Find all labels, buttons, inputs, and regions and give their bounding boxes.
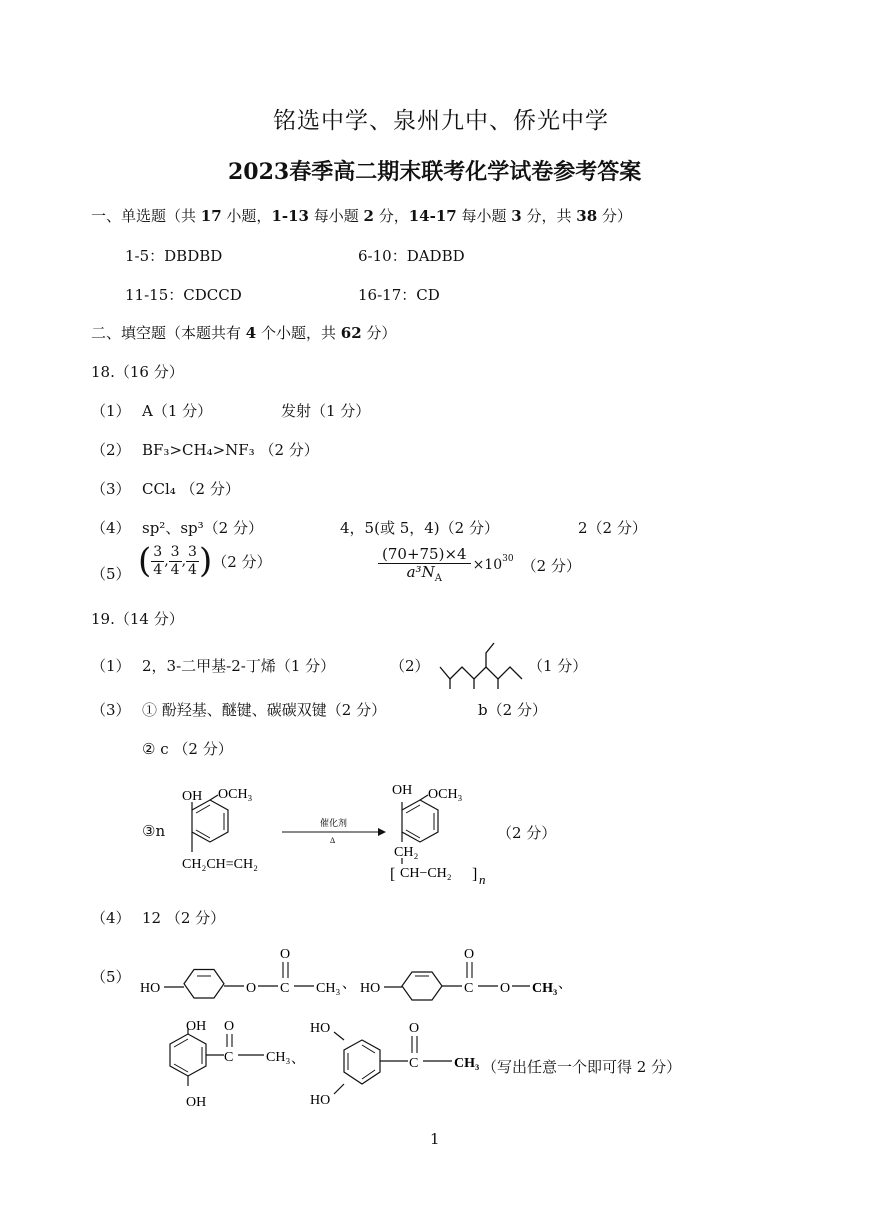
s2-h-total: 62 xyxy=(340,324,362,342)
s1-h-p1: 2 xyxy=(363,207,374,225)
density-den-main: a³N xyxy=(406,563,435,582)
s1-h-g: 分） xyxy=(597,207,632,225)
q19-p3-a: ① 酚羟基、醚键、碳碳双键（2 分） xyxy=(142,701,387,719)
frac-y-den: 4 xyxy=(170,561,180,578)
q18-p3-a: CCl₄ （2 分） xyxy=(142,480,240,498)
q18-p2-a: BF₃>CH₄>NF₃ （2 分） xyxy=(142,441,319,459)
q18-p3-num: （3） xyxy=(91,480,131,498)
iso1-ring xyxy=(184,970,224,999)
answers-1-5: 1-5：DBDBD xyxy=(125,247,223,265)
iso2-c: C xyxy=(464,981,474,996)
s2-h-a: 二、填空题（本题共有 xyxy=(91,324,246,342)
isomer-1 xyxy=(140,942,360,1002)
isomer-4 xyxy=(310,1010,500,1115)
monomer-och3: OCH₃ xyxy=(218,787,253,802)
q18-p4-c: 2（2 分） xyxy=(578,519,647,537)
iso2-o-carbonyl: O xyxy=(464,947,475,962)
density-frac xyxy=(378,546,471,585)
monomer-ring-inner-3 xyxy=(196,830,210,838)
polymer-och3-bond xyxy=(420,795,428,800)
paren-right: ) xyxy=(198,541,213,581)
q18-p5-num: （5） xyxy=(91,565,131,583)
q19-p5-num: （5） xyxy=(91,968,131,986)
skeletal-main-chain xyxy=(440,667,522,679)
iso4-ho-top: HO xyxy=(310,1021,331,1036)
iso3-oh-top: OH xyxy=(186,1019,207,1034)
iso4-c: C xyxy=(409,1056,419,1071)
paren-left: ( xyxy=(138,541,152,581)
q19-p3-b: b（2 分） xyxy=(478,701,547,719)
density-exp: 30 xyxy=(502,554,514,565)
iso3-ring-inner-3 xyxy=(174,1064,188,1072)
polymer-bracket-left: [ xyxy=(390,866,396,883)
s1-h-a: 一、单选题（共 xyxy=(91,207,201,225)
monomer-allyl: CH₂CH=CH₂ xyxy=(182,857,259,872)
iso4-ho-bottom: HO xyxy=(310,1093,331,1108)
isomer-2 xyxy=(360,942,580,1002)
s1-h-d: 分， xyxy=(373,207,409,225)
monomer-ring xyxy=(192,800,228,842)
iso3-ring xyxy=(170,1034,206,1076)
iso1-ch3: CH₃ xyxy=(316,981,341,996)
iso4-ho-top-bond xyxy=(334,1032,344,1040)
iso3-c: C xyxy=(224,1050,234,1065)
density-mult: ×10 xyxy=(472,557,503,574)
answers-16-17: 16-17：CD xyxy=(358,286,440,304)
q18-p1-a: A（1 分） xyxy=(142,402,213,420)
polymer-ring-inner-3 xyxy=(406,830,420,838)
s1-h-p2: 3 xyxy=(511,207,522,225)
s2-h-b: 个小题，共 xyxy=(256,324,341,342)
section1-heading xyxy=(91,205,632,226)
isomer-3 xyxy=(140,1010,310,1115)
page-number: 1 xyxy=(430,1130,440,1148)
q18-p4-num: （4） xyxy=(91,519,131,537)
q19-p2-num: （2） xyxy=(390,657,430,675)
iso2-o-ester: O xyxy=(500,981,511,996)
density-den-sub: A xyxy=(434,573,442,585)
frac-x-den: 4 xyxy=(153,561,163,578)
title-rest: 春季高二期末联考化学试卷参考答案 xyxy=(289,159,642,185)
iso1-o-ether: O xyxy=(246,981,257,996)
iso1-c: C xyxy=(280,981,290,996)
s1-h-r2: 14-17 xyxy=(408,207,457,225)
q19-p3-num: （3） xyxy=(91,701,131,719)
polymer-bracket-right: ] xyxy=(472,866,478,883)
iso4-ring xyxy=(344,1040,380,1084)
density-den xyxy=(407,564,442,585)
q19-p4-num: （4） xyxy=(91,909,131,927)
q19-p3-3-score: （2 分） xyxy=(497,824,557,842)
s1-h-e: 每小题 xyxy=(456,207,512,225)
iso1-sep: 、 xyxy=(342,977,356,992)
frac-y xyxy=(169,544,182,577)
q18-label: 18.（16 分） xyxy=(91,363,184,381)
frac-x xyxy=(151,544,164,577)
s2-h-n: 4 xyxy=(245,324,257,342)
skeletal-formula xyxy=(438,635,530,691)
reaction-arrowhead xyxy=(378,828,386,836)
q18-p4-a: sp²、sp³（2 分） xyxy=(142,519,263,537)
frac-y-num: 3 xyxy=(170,544,180,561)
iso4-ch3: CH₃ xyxy=(454,1056,480,1071)
polymer-chain: CH−CH₂ xyxy=(400,866,452,881)
iso1-o-carbonyl: O xyxy=(280,947,291,962)
iso4-o-carbonyl: O xyxy=(409,1021,420,1036)
iso3-o-carbonyl: O xyxy=(224,1019,235,1034)
iso4-ring-inner-3 xyxy=(362,1070,375,1079)
iso1-ho: HO xyxy=(140,981,161,996)
s1-h-b: 小题， xyxy=(221,207,272,225)
q19-p3-3-label: ③n xyxy=(142,822,166,840)
s1-h-n: 17 xyxy=(200,207,222,225)
iso3-ch3: CH₃ xyxy=(266,1050,291,1065)
skeletal-ethyl-branch xyxy=(486,643,494,667)
monomer-och3-bond xyxy=(210,795,218,800)
polymer-ch2: CH₂ xyxy=(394,845,419,860)
title-schools: 铭选中学、泉州九中、侨光中学 xyxy=(273,108,609,134)
polymer-n: n xyxy=(479,872,486,887)
answers-6-10: 6-10：DADBD xyxy=(358,247,465,265)
polymer-och3: OCH₃ xyxy=(428,787,463,802)
frac-x-num: 3 xyxy=(153,544,163,561)
q18-p5-score: （2 分） xyxy=(212,552,272,571)
s1-h-c: 每小题 xyxy=(308,207,364,225)
q18-p4-b: 4，5(或 5，4)（2 分） xyxy=(340,519,499,537)
s1-h-f: 分，共 xyxy=(521,207,577,225)
polymer-ring xyxy=(402,800,438,842)
polymer-oh: OH xyxy=(392,783,413,798)
monomer-oh: OH xyxy=(182,789,203,804)
q19-p4-a: 12 （2 分） xyxy=(142,909,226,927)
q18-p5-coords: ( $\frac{3}{4}$ , $\frac{3}{4}$ , $\frac{3}{4}$ ) （2 分） xyxy=(138,541,272,581)
section2-heading xyxy=(91,322,396,343)
frac-z-den: 4 xyxy=(188,561,197,578)
q18-p1-num: （1） xyxy=(91,402,131,420)
iso4-ho-bottom-bond xyxy=(334,1084,344,1094)
q18-p5-expr xyxy=(378,546,581,585)
q18-p2-num: （2） xyxy=(91,441,131,459)
q19-p3-c: ② c （2 分） xyxy=(142,740,233,758)
iso2-ch3: CH₃ xyxy=(532,981,558,996)
reaction-catalyst: 催化剂 xyxy=(320,818,348,828)
frac-z-num: 3 xyxy=(188,544,197,561)
frac-z xyxy=(186,544,199,577)
s1-h-r1: 1-13 xyxy=(271,207,309,225)
title-year: 2023 xyxy=(228,159,290,185)
iso2-sep: 、 xyxy=(558,977,572,992)
iso3-sep: 、 xyxy=(291,1052,305,1067)
iso2-ho: HO xyxy=(360,981,381,996)
s2-h-c: 分） xyxy=(361,324,397,342)
s1-h-total: 38 xyxy=(576,207,598,225)
q19-p5-note: （写出任意一个即可得 2 分） xyxy=(482,1058,682,1076)
q19-p2-score: （1 分） xyxy=(528,657,588,675)
density-num: (70+75)×4 xyxy=(378,546,471,564)
q19-label: 19.（14 分） xyxy=(91,610,184,628)
reaction-scheme xyxy=(170,782,550,887)
title-exam xyxy=(228,155,641,186)
q19-p1-num: （1） xyxy=(91,657,131,675)
iso3-oh-bottom: OH xyxy=(186,1095,207,1110)
q18-p5-score2: （2 分） xyxy=(521,556,581,575)
reaction-heat: Δ xyxy=(330,836,336,845)
q19-p1-a: 2，3-二甲基-2-丁烯（1 分） xyxy=(142,657,336,675)
answers-11-15: 11-15：CDCCD xyxy=(125,286,242,304)
q18-p1-b: 发射（1 分） xyxy=(281,402,371,420)
